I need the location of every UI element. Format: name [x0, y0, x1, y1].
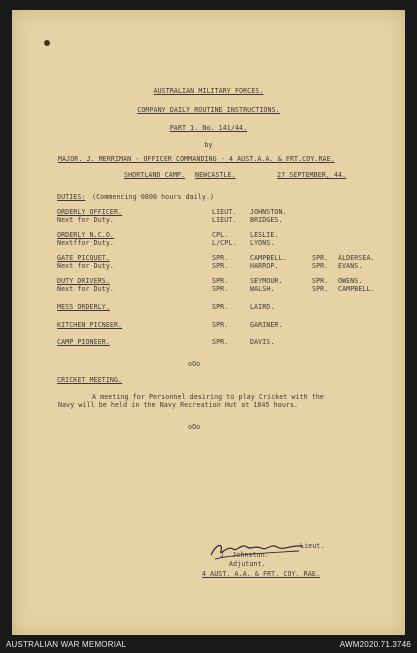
rank: SPR. [212, 254, 229, 262]
header-date: 27 SEPTEMBER, 44. [277, 171, 347, 179]
cricket-line-1: A meeting for Personnel desiring to play Cricket with the [92, 393, 324, 401]
name: ALDERSEA. [338, 254, 375, 262]
rank: LIEUT. [212, 216, 237, 224]
cricket-line-2: Navy will be held in the Navy Recreation Hut at 1845 hours. [58, 401, 299, 409]
duty-sub: Nextffor Duty. [57, 239, 114, 247]
name: DAVIS. [250, 338, 275, 346]
header-place: NEWCASTLE. [195, 171, 236, 179]
rank: SPR. [212, 303, 229, 311]
sig-line-3: Adjutant. [229, 560, 266, 568]
duty-sub: Next for Duty. [57, 285, 114, 293]
rank: SPR. [312, 285, 329, 293]
rank: SPR. [212, 321, 229, 329]
header-line-3: PART 1. No. 141/44. [169, 124, 248, 132]
name: SEYMOUR. [250, 277, 283, 285]
duty-label: ORDERLY N.C.O. [57, 231, 114, 239]
name: LESLIE. [250, 231, 279, 239]
duties-subheading: (Commencing 0800 hours daily.) [92, 193, 215, 201]
rank: SPR. [212, 338, 229, 346]
rank: L/CPL. [212, 239, 237, 247]
name: WALSH. [250, 285, 275, 293]
rank: SPR. [312, 262, 329, 270]
name: OWENS. [338, 277, 363, 285]
name: CAMPBELL. [338, 285, 375, 293]
duty-label: CAMP PIONEER. [57, 338, 110, 346]
name: EVANS. [338, 262, 363, 270]
name: LAIRD. [250, 303, 275, 311]
sig-line-1: Lieut. [300, 542, 325, 550]
sig-line-2: J. Johnston. [220, 551, 269, 559]
duty-sub: Next for Duty. [57, 262, 114, 270]
name: CAMPBELL. [250, 254, 287, 262]
footer-accession: AWM2020.71.3746 [339, 640, 411, 649]
name: JOHNSTON. [250, 208, 287, 216]
duty-label: DUTY DRIVERS. [57, 277, 110, 285]
name: LYONS. [250, 239, 275, 247]
duty-label: MESS ORDERLY. [57, 303, 110, 311]
separator-2: oOo [188, 423, 201, 431]
duty-label: GATE PICQUET. [57, 254, 110, 262]
name: GARINER. [250, 321, 283, 329]
duty-sub: Next for Duty. [57, 216, 114, 224]
name: BRIDGES. [250, 216, 283, 224]
separator-1: oOo [188, 360, 201, 368]
rank: LIEUT. [212, 208, 237, 216]
rank: SPR. [312, 277, 329, 285]
rank: SPR. [212, 262, 229, 270]
document-page [12, 10, 405, 635]
header-line-2: COMPANY DAILY ROUTINE INSTRUCTIONS. [137, 106, 280, 114]
header-line-1: AUSTRALIAN MILITARY FORCES. [153, 87, 264, 95]
rank: CPL. [212, 231, 229, 239]
cricket-heading: CRICKET MEETING. [57, 376, 123, 384]
footer-credit: AUSTRALIAN WAR MEMORIAL [6, 640, 127, 649]
header-camp: SHORTLAND CAMP. [124, 171, 186, 179]
rank: SPR. [312, 254, 329, 262]
duty-label: KITCHEN PICNEER. [57, 321, 123, 329]
name: HARROP. [250, 262, 279, 270]
header-line-4: by [204, 141, 213, 149]
header-line-5: MAJOR. J. MERRIMAN - OFFICER COMMANDING - 4 AUST.A.A. & FRT.COY.RAE. [58, 155, 335, 163]
duties-heading: DUTIES: [57, 193, 86, 201]
rank: SPR. [212, 277, 229, 285]
punch-hole [44, 40, 50, 46]
duty-label: ORDERLY OFFICER. [57, 208, 123, 216]
rank: SPR. [212, 285, 229, 293]
sig-line-4: 4 AUST. A.A. & FRT. COY. RAE. [202, 570, 321, 578]
